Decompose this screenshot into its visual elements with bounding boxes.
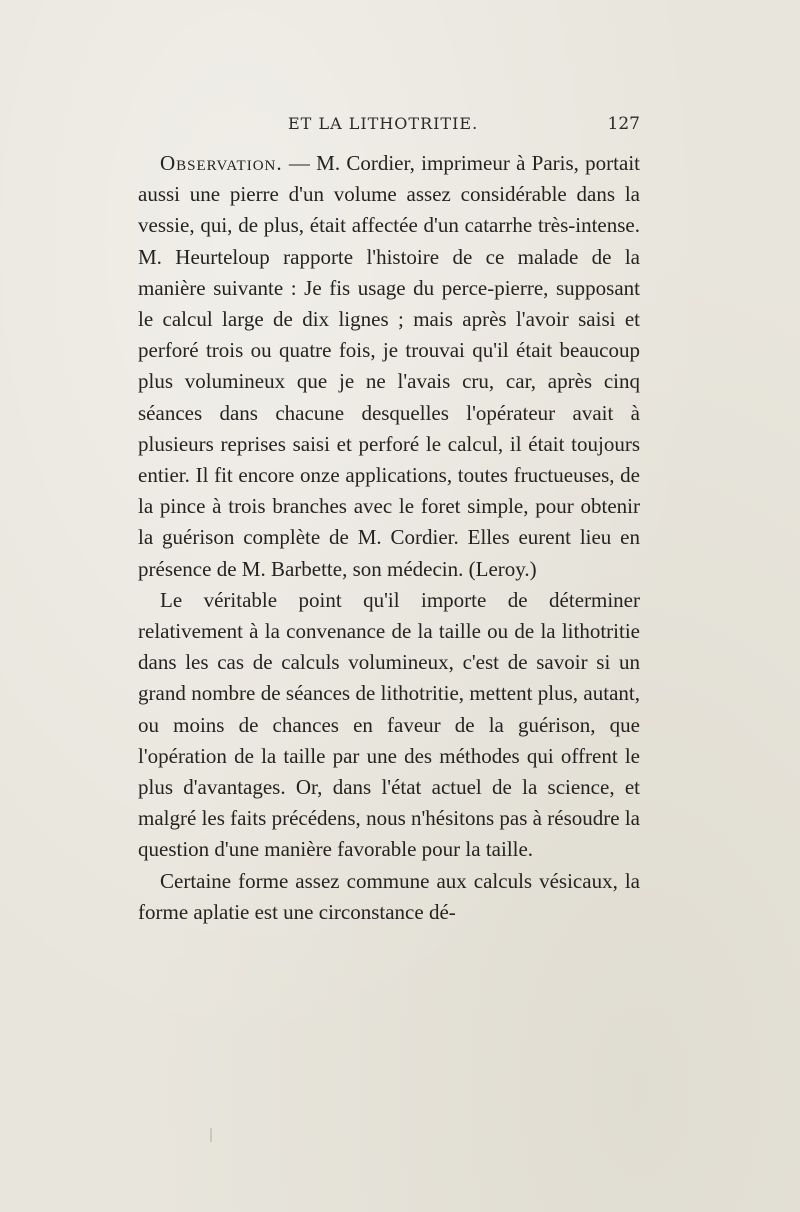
running-title: ET LA LITHOTRITIE. xyxy=(288,114,479,133)
running-head xyxy=(138,114,640,142)
observation-text: — M. Cordier, imprimeur à Paris, portait aussi une pierre d'un volume assez considérable dans la vessie, qui, de plus, était affectée d'un catarrhe très-intense. M. Heurteloup rapporte l'histoire de ce malade de la manière suivante : Je fis usage du perce-pierre, supposant le calcul large de dix lignes ; mais après l'avoir saisi et perforé trois ou quatre fois, je trouvai qu'il était beaucoup plus volumineux que je ne l'avais cru, car, après cinq séances dans chacune desquelles l'opérateur avait à plusieurs reprises saisi et perforé le calcul, il était toujours entier. Il fit encore onze applications, toutes fructueuses, de la pince à trois branches avec le foret simple, pour obtenir la guérison complète de M. Cordier. Elles eurent lieu en présence de M. Barbette, son médecin. (Leroy.) xyxy=(138,151,640,581)
body-text xyxy=(138,148,640,928)
paper-blemish xyxy=(210,1128,212,1142)
paragraph-observation xyxy=(138,148,640,585)
page-number: 127 xyxy=(607,114,640,134)
observation-label: Observation. xyxy=(160,151,283,175)
paragraph-discussion: Le véritable point qu'il importe de déterminer relativement à la convenance de la taille ou de la lithotritie dans les cas de calculs volumineux, c'est de savoir si un grand nombre de séances de lithotritie, mettent plus, autant, ou moins de chances en faveur de la guérison, que l'opération de la taille par une des méthodes qui offrent le plus d'avantages. Or, dans l'état actuel de la science, et malgré les faits précédens, nous n'hésitons pas à résoudre la question d'une manière favorable pour la taille. xyxy=(138,587,640,862)
paragraph-continuation: Certaine forme assez commune aux calculs vésicaux, la forme aplatie est une circonstance dé- xyxy=(138,868,640,924)
